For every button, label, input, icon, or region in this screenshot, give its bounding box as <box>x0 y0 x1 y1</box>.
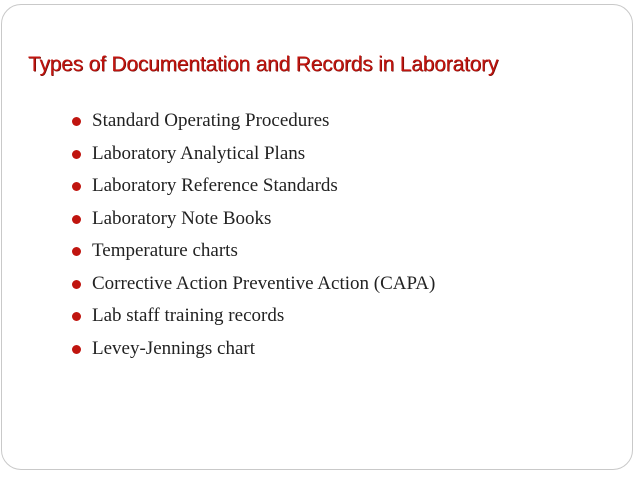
bullet-icon <box>72 312 81 321</box>
bullet-text: Temperature charts <box>92 240 238 261</box>
bullet-icon <box>72 117 81 126</box>
bullet-icon <box>72 345 81 354</box>
bullet-icon <box>72 247 81 256</box>
bullet-text: Laboratory Analytical Plans <box>92 142 306 164</box>
slide-title: Types of Documentation and Records in Laboratory <box>28 53 499 76</box>
bullet-icon <box>72 280 81 289</box>
bullet-text: Standard Operating Procedures <box>92 110 330 131</box>
bullet-icon <box>72 150 81 159</box>
bullet-text: Laboratory Note Books <box>92 207 272 229</box>
bullet-icon <box>72 215 81 224</box>
bullet-icon <box>72 182 81 191</box>
bullet-text: Laboratory Reference Standards <box>92 175 338 196</box>
slide-frame <box>1 4 633 470</box>
bullet-text: Lab staff training records <box>92 305 285 326</box>
bullet-text: Levey-Jennings chart <box>92 337 256 359</box>
bullet-text: Corrective Action Preventive Action (CAPA) <box>92 272 436 294</box>
